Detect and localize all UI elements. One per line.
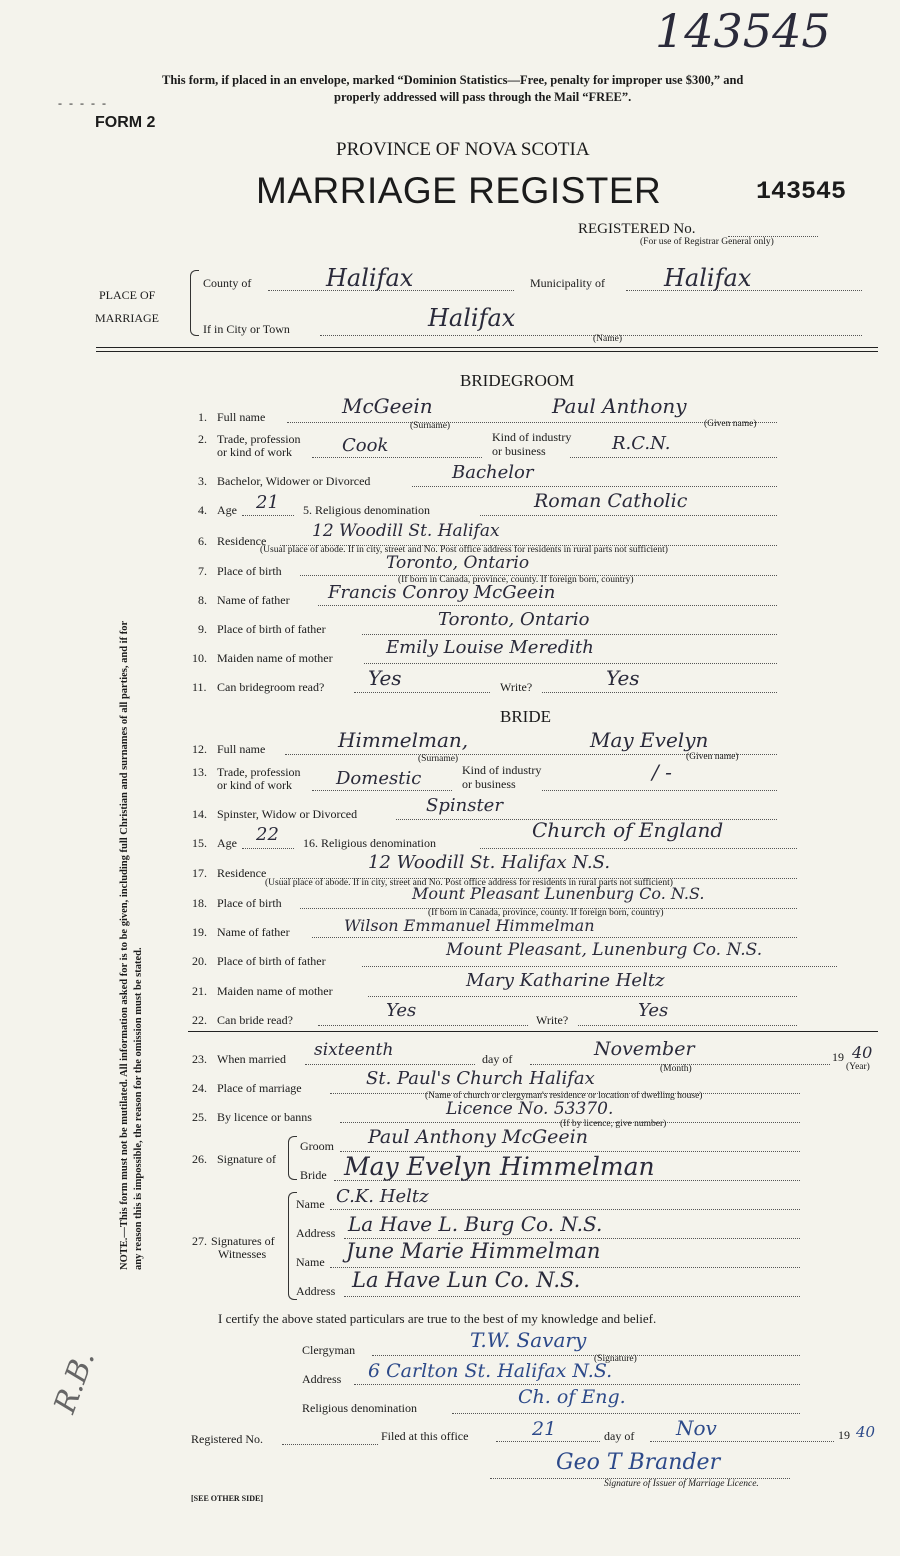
row-number: 19. [192,925,207,939]
filed-day: 21 [532,1418,557,1440]
bride-trade-line [312,790,452,791]
row-number: 13. [192,765,207,779]
witness2-address-label: Address [296,1284,336,1298]
groom-father-birthplace: Toronto, Ontario [438,609,590,630]
bride-industry-line [542,790,777,791]
clergyman-label: Clergyman [302,1343,356,1357]
clergy-denomination-line [452,1413,800,1414]
day-of-label: day of [482,1052,513,1066]
bride-read-label: Can bride read? [217,1013,293,1027]
bride-surname: Himmelman, [338,728,469,752]
groom-religion: Roman Catholic [534,490,688,512]
city-value: Halifax [428,304,516,332]
bride-status: Spinster [426,795,503,816]
filed-year-prefix: 19 [838,1428,850,1442]
year-prefix: 19 [832,1050,844,1064]
issuer-signature: Geo T Brander [556,1450,721,1475]
groom-father-line [318,605,777,606]
groom-father-birthplace-label: Place of birth of father [217,622,326,636]
clergyman-signature: T.W. Savary [470,1328,587,1352]
marriage-label: MARRIAGE [95,311,160,325]
groom-residence: 12 Woodill St. Halifax [312,521,500,541]
groom-industry-line [570,457,777,458]
bride-full-name-label: Full name [217,742,266,756]
bride-father: Wilson Emmanuel Himmelman [344,916,595,935]
registrar-note: (For use of Registrar General only) [640,237,774,247]
bride-father-birthplace-line [362,966,837,967]
place-of-label: PLACE OF [99,288,156,302]
groom-industry-label-a: Kind of industry [492,430,572,444]
row-number: 23. [192,1052,207,1066]
filed-day-of-label: day of [604,1429,635,1443]
groom-write-label: Write? [500,680,533,694]
row-number: 17. [192,866,207,880]
bride-age: 22 [256,824,279,845]
city-label: If in City or Town [203,322,290,336]
married-year: 40 [852,1043,873,1062]
row-number: 26. [192,1152,207,1166]
row-number: 25. [192,1110,207,1124]
witnesses-label-a: Signatures of [211,1234,275,1248]
witnesses-label-b: Witnesses [218,1247,267,1261]
surname-note: (Surname) [410,421,451,431]
witness2-address-line [344,1296,800,1297]
bride-read-line [318,1025,528,1026]
bride-given-name: May Evelyn [590,728,709,752]
groom-trade-label-a: Trade, profession [217,432,301,446]
married-day: sixteenth [314,1040,394,1060]
bride-industry-label-b: or business [462,777,516,791]
witness2-address: La Have Lun Co. N.S. [352,1268,581,1292]
bride-sig-label: Bride [300,1168,327,1182]
witness1-address-label: Address [296,1226,336,1240]
filed-month: Nov [676,1416,717,1440]
province-title: PROVINCE OF NOVA SCOTIA [336,139,590,160]
groom-age-line [242,515,294,516]
bride-religion: Church of England [532,818,724,842]
groom-birth-note: (If born in Canada, province, county. If foreign born, country) [398,575,634,585]
clergy-address-label: Address [302,1372,342,1386]
groom-read-line [354,692,490,693]
row-number: 10. [192,651,207,665]
groom-read: Yes [368,666,402,690]
groom-trade: Cook [342,435,389,456]
bride-surname-note: (Surname) [418,754,459,764]
groom-read-label: Can bridegroom read? [217,680,325,694]
when-married-label: When married [217,1052,286,1066]
row-number: 11. [192,680,207,694]
row-number: 21. [192,984,207,998]
witness1-address: La Have L. Burg Co. N.S. [348,1212,603,1236]
bride-mother-line [368,996,797,997]
bride-birth-note: (If born in Canada, province, county. If foreign born, country) [428,908,664,918]
city-line [320,335,862,336]
groom-given-name: Paul Anthony [552,394,687,418]
margin-pencil-mark: R.B. [47,1346,103,1418]
row-number: 8. [198,593,207,607]
witness1-name-line [330,1209,800,1210]
bride-age-line [242,848,294,849]
witness2-name-label: Name [296,1255,325,1269]
clergy-denomination: Ch. of Eng. [518,1386,626,1408]
bride-read: Yes [386,1000,417,1021]
witness2-name: June Marie Himmelman [346,1239,601,1263]
bride-industry-label-a: Kind of industry [462,763,542,777]
row-number: 20. [192,954,207,968]
bride-write-label: Write? [536,1013,569,1027]
clergyman-line [372,1355,800,1356]
row-number: 18. [192,896,207,910]
bride-father-line [312,937,797,938]
bride-religion-line [480,848,797,849]
groom-industry-label-b: or business [492,444,546,458]
year-note: (Year) [846,1062,870,1072]
day-line [305,1064,475,1065]
bride-heading: BRIDE [500,707,551,726]
groom-trade-line [312,457,482,458]
page-title: MARRIAGE REGISTER [256,170,662,211]
bride-residence-note: (Usual place of abode. If in city, street and No. Post office address for residents in rural parts not sufficient) [265,878,673,888]
groom-status-label: Bachelor, Widower or Divorced [217,474,371,488]
groom-status-line [412,486,777,487]
bride-trade-label-b: or kind of work [217,778,292,792]
section-rule-top [96,347,878,348]
clergy-denomination-label: Religious denomination [302,1401,417,1415]
place-brace [190,270,199,336]
groom-residence-label: Residence [217,534,267,548]
signature-brace [288,1136,297,1180]
row-number: 15. [192,836,207,850]
month-note: (Month) [660,1064,692,1074]
issuer-note: Signature of Issuer of Marriage Licence. [604,1479,759,1489]
filed-month-line [650,1441,834,1442]
stamp-number: 143545 [655,4,831,58]
witness1-name-label: Name [296,1197,325,1211]
row-number: 27. [192,1234,207,1248]
section-rule-mid [188,1031,878,1032]
bride-birthplace-label: Place of birth [217,896,282,910]
groom-father-label: Name of father [217,593,290,607]
bride-status-label: Spinster, Widow or Divorced [217,807,358,821]
bride-trade-label-a: Trade, profession [217,765,301,779]
groom-mother-label: Maiden name of mother [217,651,333,665]
registered-no-label: REGISTERED No. [578,221,696,237]
filed-day-line [496,1441,600,1442]
bride-mother-label: Maiden name of mother [217,984,333,998]
mail-notice-line-1: This form, if placed in an envelope, marked “Dominion Statistics—Free, penalty for improper use $300,” and [162,73,744,87]
groom-birthplace-label: Place of birth [217,564,282,578]
registered-no-footer-label: Registered No. [191,1432,263,1446]
bride-religion-label: 16. Religious denomination [303,836,436,850]
groom-age-label: Age [217,503,237,517]
section-rule-top-2 [96,351,878,352]
form-label: FORM 2 [95,114,156,131]
married-month: November [594,1038,695,1060]
row-number: 3. [198,474,207,488]
bridegroom-heading: BRIDEGROOM [460,371,575,390]
bride-residence-label: Residence [217,866,267,880]
place-note: (Name of church or clergyman's residence or location of dwelling house) [425,1091,703,1101]
municipality-value: Halifax [664,264,752,292]
groom-write-line [542,692,777,693]
bride-industry: / - [652,760,672,784]
place-of-marriage-label: Place of marriage [217,1081,302,1095]
groom-residence-note: (Usual place of abode. If in city, street and No. Post office address for residents in rural parts not sufficient) [260,545,668,555]
row-number: 24. [192,1081,207,1095]
groom-status: Bachelor [452,462,534,483]
given-name-note: (Given name) [704,419,757,429]
side-note: NOTE.—This form must not be mutilated. All information asked for is to be given, including full Christian and surnames of all parties, and if for any reason this is impossible, the reason for the omission must be stated. [119,621,144,1270]
groom-age: 21 [256,492,279,513]
groom-write: Yes [606,666,640,690]
row-number: 6. [198,534,207,548]
groom-sig-label: Groom [300,1139,334,1153]
bride-birthplace: Mount Pleasant Lunenburg Co. N.S. [412,884,705,903]
bride-write-line [578,1025,797,1026]
bride-father-label: Name of father [217,925,290,939]
certification-statement: I certify the above stated particulars are true to the best of my knowledge and belief. [218,1311,657,1326]
name-note: (Name) [593,334,623,344]
groom-surname: McGeein [342,394,433,418]
filed-year: 40 [856,1423,876,1441]
signature-of-label: Signature of [217,1152,276,1166]
groom-mother: Emily Louise Meredith [386,637,594,658]
row-number: 14. [192,807,207,821]
groom-father-birthplace-line [362,634,777,635]
licence-value: Licence No. 53370. [446,1099,614,1119]
row-number: 2. [198,432,207,446]
footer-note: [SEE OTHER SIDE] [191,1494,264,1503]
licence-note: (If by licence, give number) [560,1119,667,1129]
row-number: 7. [198,564,207,578]
groom-full-name-label: Full name [217,410,266,424]
clergy-address: 6 Carlton St. Halifax N.S. [368,1360,613,1382]
bride-residence: 12 Woodill St. Halifax N.S. [368,852,611,873]
bride-father-birthplace: Mount Pleasant, Lunenburg Co. N.S. [446,940,763,960]
bride-write: Yes [638,1000,669,1021]
groom-signature: Paul Anthony McGeein [368,1126,588,1148]
row-number: 4. [198,503,207,517]
bride-given-note: (Given name) [686,752,739,762]
bride-mother: Mary Katharine Heltz [466,970,665,991]
row-number: 1. [198,410,207,424]
bride-signature: May Evelyn Himmelman [344,1152,655,1181]
witness1-name: C.K. Heltz [336,1186,429,1207]
filed-label: Filed at this office [381,1429,469,1443]
bride-father-birthplace-label: Place of birth of father [217,954,326,968]
bride-trade: Domestic [336,768,422,789]
groom-religion-label: 5. Religious denomination [303,503,430,517]
bride-age-label: Age [217,836,237,850]
registered-no-footer-line [282,1444,378,1445]
clergy-address-line [354,1384,800,1385]
printed-register-number: 143545 [756,177,847,206]
county-label: County of [203,276,252,290]
groom-birthplace: Toronto, Ontario [386,553,530,573]
row-number: 22. [192,1013,207,1027]
signature-note: (Signature) [594,1354,637,1364]
groom-father: Francis Conroy McGeein [328,582,556,603]
marriage-place: St. Paul's Church Halifax [366,1068,595,1089]
dash-mark: - - - - - [58,96,108,110]
mail-notice-line-2: properly addressed will pass through the Mail “FREE”. [334,90,632,104]
groom-mother-line [364,663,777,664]
municipality-label: Municipality of [530,276,605,290]
groom-religion-line [480,515,777,516]
row-number: 12. [192,742,207,756]
row-number: 9. [198,622,207,636]
county-value: Halifax [326,264,414,292]
licence-label: By licence or banns [217,1110,312,1124]
groom-industry: R.C.N. [612,433,671,454]
groom-trade-label-b: or kind of work [217,445,292,459]
